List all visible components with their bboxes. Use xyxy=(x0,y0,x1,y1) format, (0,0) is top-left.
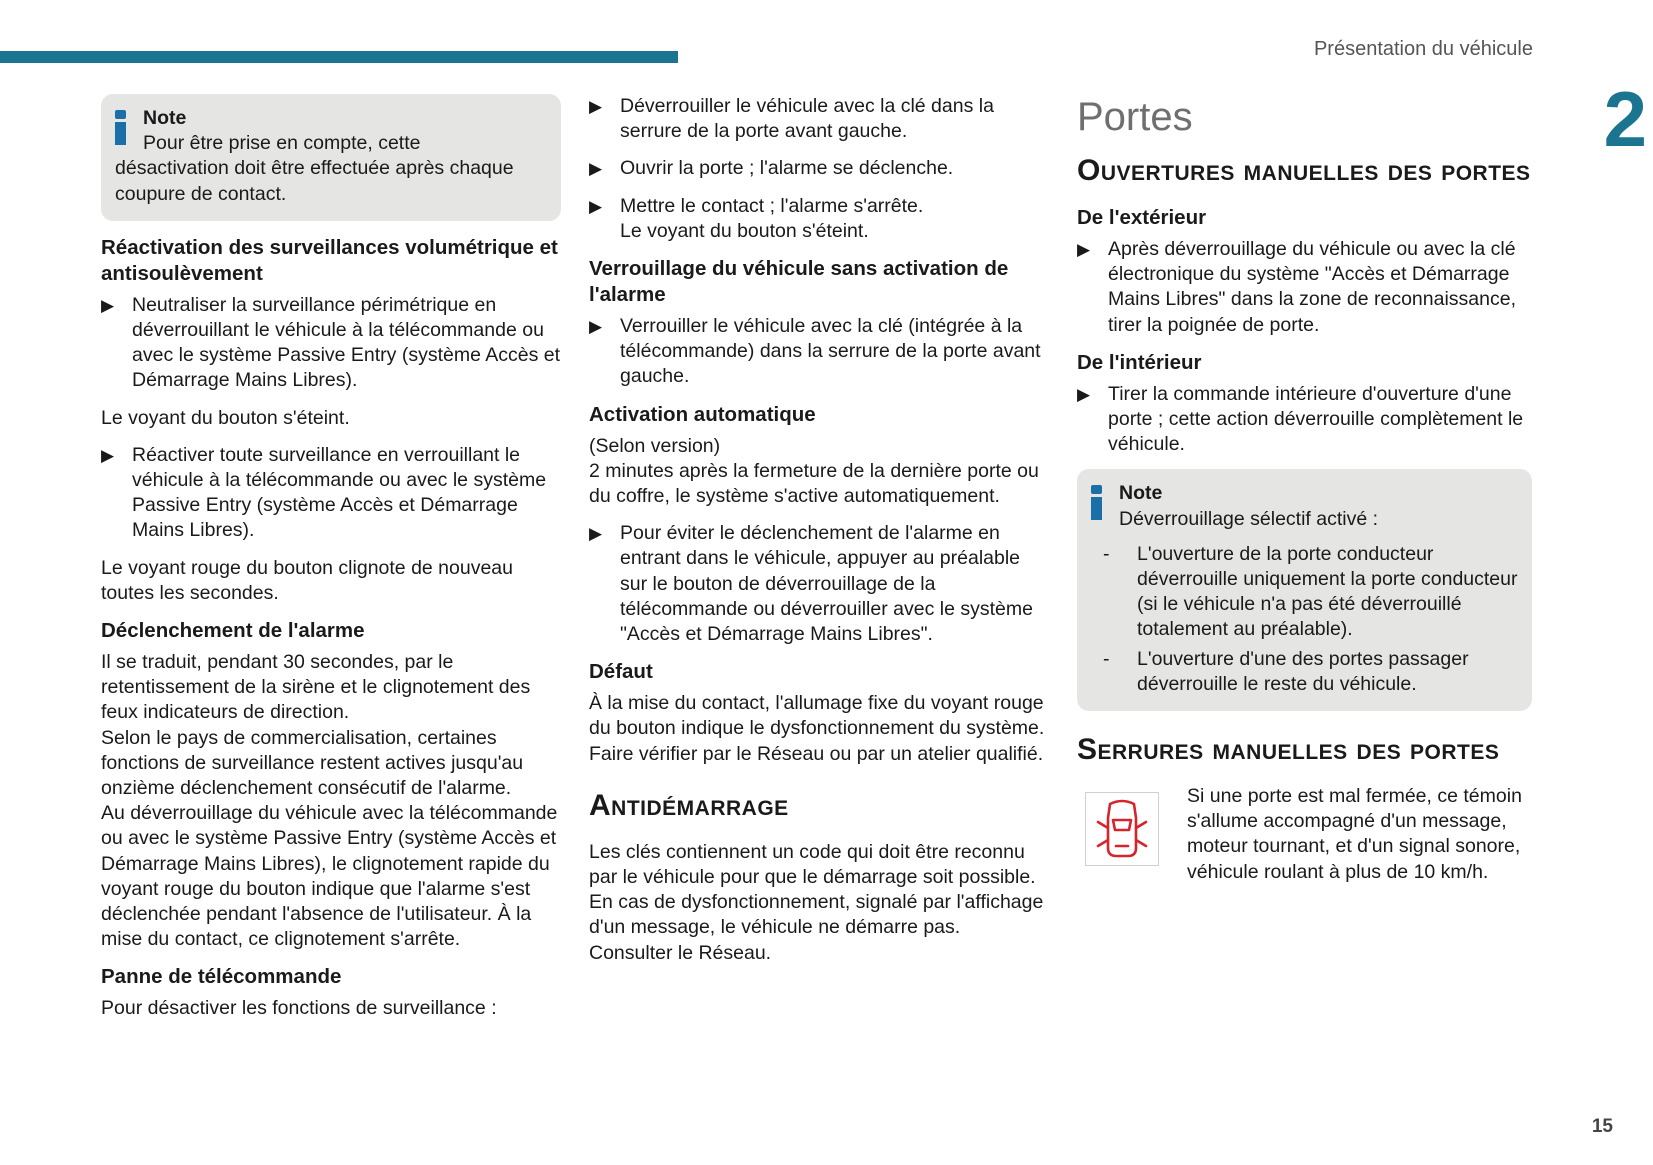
bullet-arrow-icon: ▶ xyxy=(1077,384,1091,404)
bullet-text: Mettre le contact ; l'alarme s'arrête. xyxy=(620,194,924,217)
bullet-item xyxy=(101,293,561,394)
note-text-first: Pour être prise en compte, cette xyxy=(143,132,421,155)
info-icon xyxy=(1091,485,1102,520)
note-title: Note xyxy=(1119,482,1163,505)
column-2 xyxy=(589,94,1051,978)
heading-declenchement: Déclenchement de l'alarme xyxy=(101,619,365,643)
bullet-arrow-icon: ▶ xyxy=(589,524,603,544)
page-title: Portes xyxy=(1077,95,1193,139)
bullet-item xyxy=(589,94,1051,144)
bullet-text: Pour éviter le déclenchement de l'alarme en entrant dans le véhicule, appuyer au préalable sur le bouton de déverrouillage de la télécommande ou déverrouiller avec le système "Accès et Démarrage Mains Libres". xyxy=(620,522,1033,646)
page-number: 15 xyxy=(1591,1116,1613,1137)
bullet-arrow-icon: ▶ xyxy=(101,295,115,315)
warning-row xyxy=(1077,784,1532,885)
header-accent-bar xyxy=(0,51,678,63)
bullet-item xyxy=(101,443,561,544)
paragraph: Au déverrouillage du véhicule avec la télécommande ou avec le système Passive Entry (système Accès et Démarrage Mains Libres), le clignotement rapide du voyant rouge du bouton indique que l'alarme s'est déclenchée pendant l'absence de l'utilisateur. À la mise du contact, ce clignotement s'arrête. xyxy=(101,802,558,951)
bullet-arrow-icon: ▶ xyxy=(589,97,603,116)
bullet-item xyxy=(589,314,1051,390)
dash-item: - L'ouverture de la porte conducteur déverrouille uniquement la porte conducteur (si le véhicule n'a pas été déverrouillé totalement au préalable). xyxy=(1091,542,1518,643)
paragraph: Le voyant rouge du bouton clignote de nouveau toutes les secondes. xyxy=(101,556,513,604)
heading-verrouillage: Verrouillage du véhicule sans activation de l'alarme xyxy=(589,257,1009,307)
bullet-text: Ouvrir la porte ; l'alarme se déclenche. xyxy=(620,157,954,180)
heading-reactivation: Réactivation des surveillances volumétrique et antisoulèvement xyxy=(101,235,558,285)
bullet-text: Réactiver toute surveillance en verrouillant le véhicule à la télécommande ou avec le système Passive Entry (système Accès et Démarrage Mains Libres). xyxy=(132,443,547,542)
bullet-arrow-icon: ▶ xyxy=(589,159,603,179)
heading-antidemarrage: Antidémarrage xyxy=(589,788,789,822)
paragraph: En cas de dysfonctionnement, signalé par l'affichage d'un message, le véhicule ne démarre pas. xyxy=(589,891,1044,939)
door-open-warning-icon xyxy=(1085,792,1159,866)
note-box xyxy=(101,94,561,221)
paragraph: Le voyant du bouton s'éteint. xyxy=(101,406,350,429)
bullet-text: Neutraliser la surveillance périmétrique en déverrouillant le véhicule à la télécommande ou avec le système Passive Entry (système Accès et Démarrage Mains Libres). xyxy=(132,293,561,392)
bullet-text: Verrouiller le véhicule avec la clé (intégrée à la télécommande) dans la serrure de la porte avant gauche. xyxy=(620,315,1041,388)
heading-serrures: Serrures manuelles des portes xyxy=(1077,733,1500,767)
note-title: Note xyxy=(143,107,187,129)
paragraph: Il se traduit, pendant 30 secondes, par le retentissement de la sirène et le clignotement des feux indicateurs de direction. xyxy=(101,651,531,724)
bullet-text: Tirer la commande intérieure d'ouverture d'une porte ; cette action déverrouille complètement le véhicule. xyxy=(1108,382,1524,456)
dash-text: L'ouverture de la porte conducteur déverrouille uniquement la porte conducteur (si le véhicule n'a pas été déverrouillé totalement au préalable). xyxy=(1137,542,1518,641)
dash-item: - L'ouverture d'une des portes passager déverrouille le reste du véhicule. xyxy=(1091,647,1518,697)
info-icon xyxy=(115,110,126,145)
paragraph: (Selon version) xyxy=(589,434,721,457)
paragraph: À la mise du contact, l'allumage fixe du voyant rouge du bouton indique le dysfonctionnement du système. xyxy=(589,692,1045,740)
bullet-text: Déverrouiller le véhicule avec la clé dans la serrure de la porte avant gauche. xyxy=(620,95,994,143)
dash-text: L'ouverture d'une des portes passager déverrouille le reste du véhicule. xyxy=(1137,647,1469,695)
bullet-text: Le voyant du bouton s'éteint. xyxy=(620,219,869,242)
bullet-item xyxy=(1077,237,1532,338)
paragraph: Consulter le Réseau. xyxy=(589,941,772,964)
bullet-arrow-icon: ▶ xyxy=(101,445,115,465)
warning-text: Si une porte est mal fermée, ce témoin s'allume accompagné d'un message, moteur tournant, et d'un signal sonore, véhicule roulant à plus de 10 km/h. xyxy=(1187,785,1522,883)
paragraph: Selon le pays de commercialisation, certaines fonctions de surveillance restent actives jusqu'au onzième déclenchement consécutif de l'alarme. xyxy=(101,726,524,800)
bullet-item xyxy=(589,156,1051,181)
paragraph: Pour désactiver les fonctions de surveillance : xyxy=(101,997,497,1020)
bullet-arrow-icon: ▶ xyxy=(589,196,603,216)
bullet-arrow-icon: ▶ xyxy=(589,317,603,337)
bullet-item xyxy=(589,521,1051,647)
chapter-number: 2 xyxy=(1603,75,1647,163)
heading-interieur: De l'intérieur xyxy=(1077,350,1202,374)
heading-defaut: Défaut xyxy=(589,660,653,684)
paragraph: 2 minutes après la fermeture de la dernière porte ou du coffre, le système s'active automatiquement. xyxy=(589,459,1039,508)
note-box xyxy=(1077,469,1532,711)
heading-activation: Activation automatique xyxy=(589,402,816,426)
paragraph: Les clés contiennent un code qui doit être reconnu par le véhicule pour que le démarrage soit possible. xyxy=(589,840,1036,889)
heading-panne: Panne de télécommande xyxy=(101,965,342,989)
heading-exterieur: De l'extérieur xyxy=(1077,206,1207,229)
note-intro: Déverrouillage sélectif activé : xyxy=(1119,507,1379,530)
paragraph: Faire vérifier par le Réseau ou par un atelier qualifié. xyxy=(589,742,1044,765)
column-3 xyxy=(1077,94,1532,885)
heading-ouvertures: Ouvertures manuelles des portes xyxy=(1077,154,1531,187)
section-title: Présentation du véhicule xyxy=(1313,38,1533,60)
bullet-item xyxy=(589,194,1051,244)
note-text-rest: désactivation doit être effectuée après chaque coupure de contact. xyxy=(115,157,514,205)
column-1 xyxy=(101,94,561,1034)
bullet-text: Après déverrouillage du véhicule ou avec la clé électronique du système "Accès et Démarrage Mains Libres" dans la zone de reconnaissance, tirer la poignée de porte. xyxy=(1108,238,1516,336)
bullet-item xyxy=(1077,382,1532,458)
bullet-arrow-icon: ▶ xyxy=(1077,240,1091,259)
